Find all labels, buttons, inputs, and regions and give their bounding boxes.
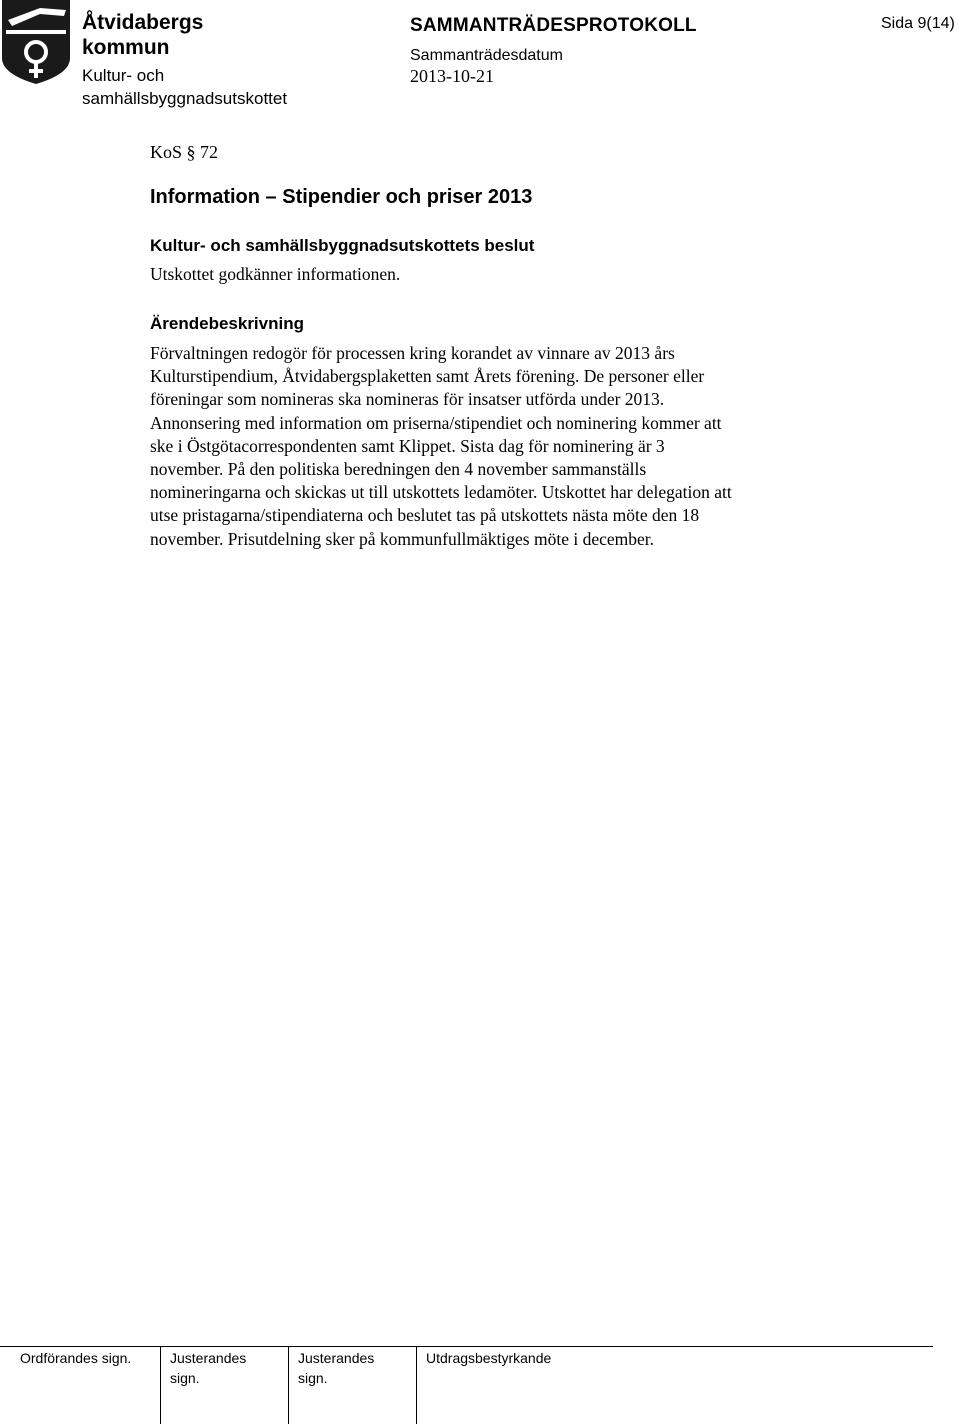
signature-separator bbox=[288, 1346, 289, 1424]
case-line: ske i Östgötacorrespondenten samt Klippet. Sista dag för nominering är 3 bbox=[150, 435, 665, 456]
chair-signature-text: Ordförandes sign. bbox=[20, 1350, 132, 1366]
case-description-text bbox=[150, 342, 830, 551]
department-line1: Kultur- och bbox=[82, 66, 165, 85]
case-line: nomineringarna och skickas ut till utskottets ledamöter. Utskottet har delegation att bbox=[150, 482, 732, 503]
adjuster-2-line2: sign. bbox=[298, 1370, 328, 1386]
decision-text: Utskottet godkänner informationen. bbox=[150, 264, 401, 284]
case-line: Kulturstipendium, Åtvidabergsplaketten samt Årets förening. De personer eller bbox=[150, 366, 705, 387]
paragraph-reference: KoS § 72 bbox=[150, 142, 219, 162]
meeting-date-value: 2013-10-21 bbox=[410, 66, 494, 86]
org-name-line2: kommun bbox=[82, 36, 170, 59]
department-line2: samhällsbyggnadsutskottet bbox=[82, 89, 288, 108]
department-name bbox=[82, 64, 287, 110]
signature-separator bbox=[160, 1346, 161, 1424]
case-description-heading: Ärendebeskrivning bbox=[150, 314, 304, 333]
adjuster-2-line1: Justerandes bbox=[298, 1350, 375, 1366]
org-name-line1: Åtvidabergs bbox=[82, 11, 204, 34]
adjuster-1-line2: sign. bbox=[170, 1370, 200, 1386]
case-line: Förvaltningen redogör för processen kring korandet av vinnare av 2013 års bbox=[150, 343, 675, 363]
meeting-date-label: Sammanträdesdatum bbox=[410, 47, 563, 64]
organization-name bbox=[82, 10, 203, 60]
section-title: Information – Stipendier och priser 2013 bbox=[150, 186, 533, 208]
case-line: föreningar som nomineras ska nomineras för insatser utförda under 2013. bbox=[150, 389, 665, 410]
case-line: november. På den politiska beredningen den 4 november sammanställs bbox=[150, 459, 647, 480]
decision-heading: Kultur- och samhällsbyggnadsutskottets beslut bbox=[150, 236, 535, 255]
chair-signature-label bbox=[20, 1348, 131, 1368]
case-line: Annonsering med information om priserna/stipendiet och nominering kommer att bbox=[150, 412, 722, 433]
extract-certification-text: Utdragsbestyrkande bbox=[426, 1350, 552, 1366]
case-line: utse pristagarna/stipendiaterna och beslutet tas på utskottets nästa möte den 18 bbox=[150, 505, 700, 526]
municipality-coat-of-arms-logo bbox=[0, 0, 72, 84]
case-line: november. Prisutdelning sker på kommunfullmäktiges möte i december. bbox=[150, 528, 654, 549]
extract-certification-label bbox=[426, 1348, 551, 1368]
adjuster-signature-label-1 bbox=[170, 1348, 246, 1388]
document-type: SAMMANTRÄDESPROTOKOLL bbox=[410, 15, 697, 36]
adjuster-signature-label-2 bbox=[298, 1348, 374, 1388]
signature-divider bbox=[0, 1346, 933, 1347]
adjuster-1-line1: Justerandes bbox=[170, 1350, 247, 1366]
signature-separator bbox=[416, 1346, 417, 1424]
page-number: Sida 9(14) bbox=[881, 15, 955, 32]
